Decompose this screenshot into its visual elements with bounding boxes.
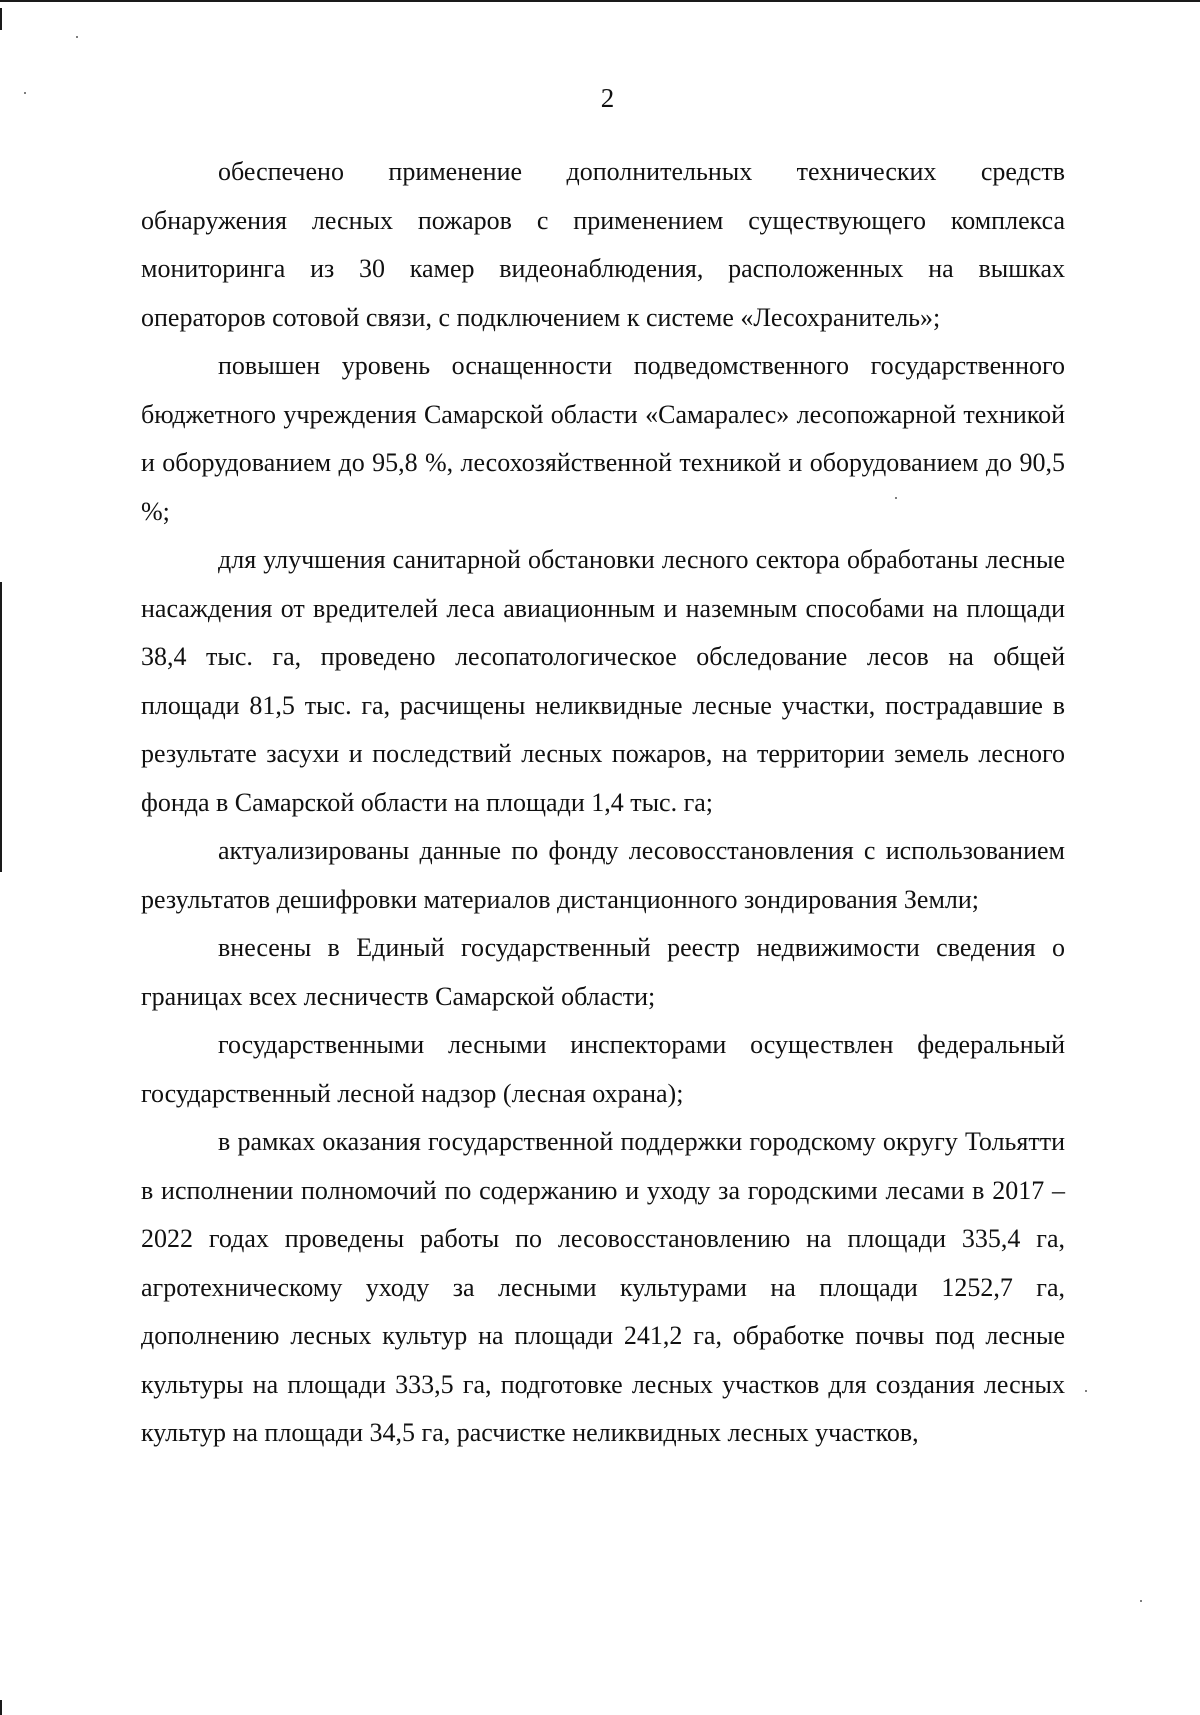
document-body [141,148,1065,1458]
paragraph: для улучшения санитарной обстановки лесного сектора обработаны лесные насаждения от вредителей леса авиационным и наземным способами на площади 38,4 тыс. га, проведено лесопатологическое обследование лесов на общей площади 81,5 тыс. га, расчищены неликвидные лесные участки, пострадавшие в результате засухи и последствий лесных пожаров, на территории земель лесного фонда в Самарской области на площади 1,4 тыс. га; [141,545,1065,817]
scan-speck [76,36,78,38]
scan-edge-mark [0,8,2,30]
paragraph: обеспечено применение дополнительных технических средств обнаружения лесных пожаров с применением существующего комплекса мониторинга из 30 камер видеонаблюдения, расположенных на вышках операторов сотовой связи, с подключением к системе «Лесохранитель»; [141,157,1065,332]
scan-speck [1085,1390,1087,1392]
paragraph: внесены в Единый государственный реестр недвижимости сведения о границах всех лесничеств Самарской области; [141,933,1065,1011]
paragraph: в рамках оказания государственной поддержки городскому округу Тольятти в исполнении полномочий по содержанию и уходу за городскими лесами в 2017 – 2022 годах проведены работы по лесовосстановлению на площади 335,4 га, агротехническому уходу за лесными культурами на площади 1252,7 га, дополнению лесных культур на площади 241,2 га, обработке почвы под лесные культуры на площади 333,5 га, подготовке лесных участков для создания лесных культур на площади 34,5 га, расчистке неликвидных лесных участков, [141,1127,1065,1447]
paragraph: государственными лесными инспекторами осуществлен федеральный государственный лесной надзор (лесная охрана); [141,1030,1065,1108]
page-number: 2 [600,83,615,113]
scan-border-top [0,0,1200,2]
scan-edge-mark [0,1700,2,1715]
scan-speck [1140,1600,1142,1602]
paragraph: повышен уровень оснащенности подведомственного государственного бюджетного учреждения Самарской области «Самаралес» лесопожарной техникой и оборудованием до 95,8 %, лесохозяйственной техникой и оборудованием до 90,5 %; [141,351,1065,526]
scan-edge-mark [0,582,2,872]
paragraph: актуализированы данные по фонду лесовосстановления с использованием результатов дешифровки материалов дистанционного зондирования Земли; [141,836,1065,914]
